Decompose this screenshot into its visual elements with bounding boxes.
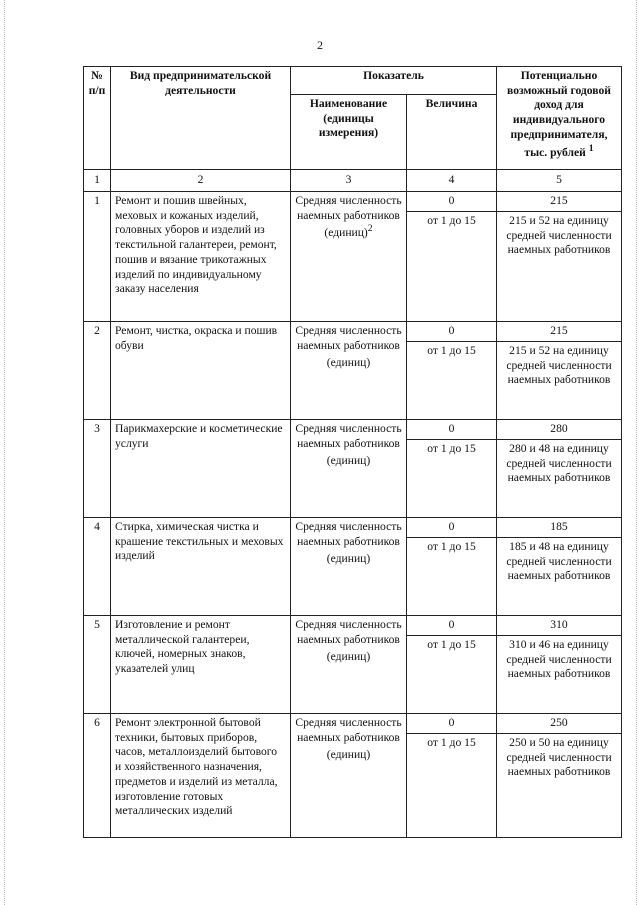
income-zero-cell: 280 (497, 420, 622, 440)
value-zero-cell: 0 (407, 616, 497, 636)
indicator-text: Средняя численность наемных работников (единиц) (295, 422, 402, 468)
column-index: 3 (291, 170, 407, 192)
header-number: № п/п (84, 67, 111, 170)
indicator-text: Средняя численность наемных работников (единиц) (295, 194, 402, 240)
indicator-footnote: 2 (367, 223, 373, 235)
value-zero-cell: 0 (407, 518, 497, 538)
indicator-cell (291, 518, 407, 616)
row-number: 3 (84, 420, 111, 518)
income-range-cell: 280 и 48 на единицу средней численности наемных работников (497, 440, 622, 518)
value-range-cell: от 1 до 15 (407, 734, 497, 838)
value-range-cell: от 1 до 15 (407, 440, 497, 518)
income-range-cell: 250 и 50 на единицу средней численности наемных работников (497, 734, 622, 838)
indicator-cell (291, 420, 407, 518)
column-index: 5 (497, 170, 622, 192)
column-index: 2 (111, 170, 291, 192)
activity-cell: Изготовление и ремонт металлической галантереи, ключей, номерных знаков, указателей улиц (111, 616, 291, 714)
income-zero-cell: 215 (497, 322, 622, 342)
income-range-cell: 215 и 52 на единицу средней численности наемных работников (497, 212, 622, 322)
column-index: 1 (84, 170, 111, 192)
scan-edge-right (636, 0, 638, 905)
header-income-text: Потенциально возможный годовой доход для индивидуального предпринимателя, тыс. рублей (507, 69, 611, 159)
table-row (84, 420, 622, 440)
value-zero-cell: 0 (407, 714, 497, 734)
income-zero-cell: 250 (497, 714, 622, 734)
income-zero-cell: 310 (497, 616, 622, 636)
income-range-cell: 185 и 48 на единицу средней численности наемных работников (497, 538, 622, 616)
indicator-cell (291, 714, 407, 838)
row-number: 5 (84, 616, 111, 714)
income-range-cell: 215 и 52 на единицу средней численности наемных работников (497, 342, 622, 420)
value-range-cell: от 1 до 15 (407, 342, 497, 420)
indicator-cell (291, 192, 407, 322)
value-range-cell: от 1 до 15 (407, 538, 497, 616)
activity-cell: Стирка, химическая чистка и крашение текстильных и меховых изделий (111, 518, 291, 616)
header-income (497, 67, 622, 170)
indicator-text: Средняя численность наемных работников (единиц) (295, 716, 402, 762)
column-index: 4 (407, 170, 497, 192)
indicator-text: Средняя численность наемных работников (единиц) (295, 520, 402, 566)
row-number: 6 (84, 714, 111, 838)
value-zero-cell: 0 (407, 420, 497, 440)
value-zero-cell: 0 (407, 322, 497, 342)
page-number: 2 (317, 38, 323, 52)
header-indicator-name: Наименование (единицы измерения) (291, 95, 407, 170)
indicator-text: Средняя численность наемных работников (единиц) (295, 618, 402, 664)
table-row (84, 322, 622, 342)
indicator-cell (291, 322, 407, 420)
value-zero-cell: 0 (407, 192, 497, 212)
activity-cell: Ремонт, чистка, окраска и пошив обуви (111, 322, 291, 420)
row-number: 1 (84, 192, 111, 322)
header-indicator: Показатель (291, 67, 497, 95)
scan-edge-left (4, 0, 6, 905)
row-number: 4 (84, 518, 111, 616)
header-indicator-value: Величина (407, 95, 497, 170)
income-zero-cell: 185 (497, 518, 622, 538)
table-row (84, 714, 622, 734)
table-row (84, 616, 622, 636)
value-range-cell: от 1 до 15 (407, 636, 497, 714)
table-row (84, 518, 622, 538)
header-income-footnote: 1 (588, 142, 594, 154)
column-index-row (84, 170, 622, 192)
income-zero-cell: 215 (497, 192, 622, 212)
indicator-text: Средняя численность наемных работников (единиц) (295, 324, 402, 370)
indicator-cell (291, 616, 407, 714)
activity-cell: Парикмахерские и косметические услуги (111, 420, 291, 518)
table-row (84, 192, 622, 212)
value-range-cell: от 1 до 15 (407, 212, 497, 322)
income-table (83, 66, 622, 838)
activity-cell: Ремонт электронной бытовой техники, бытовых приборов, часов, металлоизделий бытового и хозяйственного назначения, предметов и изделий из металла, изготовление готовых металлических изделий (111, 714, 291, 838)
row-number: 2 (84, 322, 111, 420)
activity-cell: Ремонт и пошив швейных, меховых и кожаных изделий, головных уборов и изделий из текстильной галантереи, ремонт, пошив и вязание трикотажных изделий по индивидуальному заказу населения (111, 192, 291, 322)
header-activity: Вид предпринимательской деятельности (111, 67, 291, 170)
income-range-cell: 310 и 46 на единицу средней численности наемных работников (497, 636, 622, 714)
